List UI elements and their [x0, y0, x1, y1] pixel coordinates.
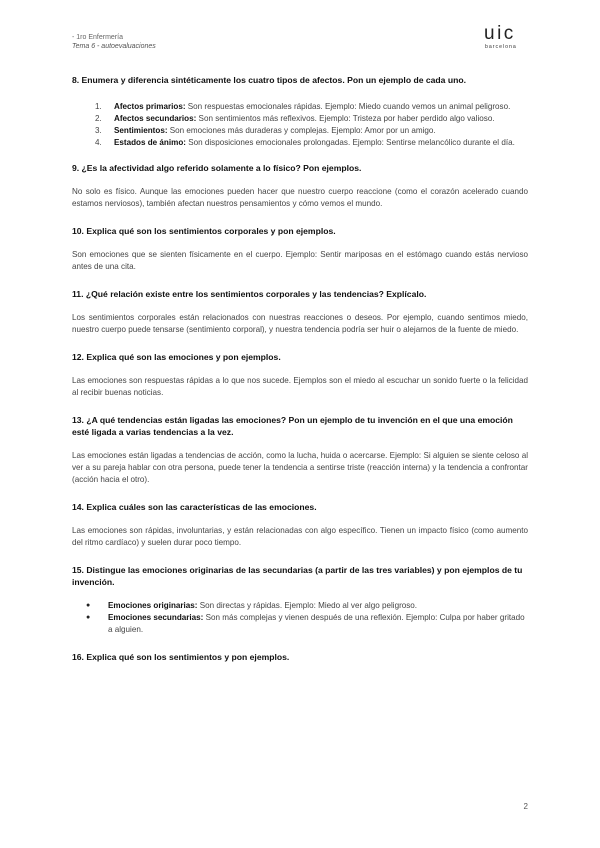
- uic-logo: [482, 22, 538, 50]
- course-label: - 1ro Enfermería: [72, 34, 123, 41]
- question-9: 9. ¿Es la afectividad algo referido solamente a lo físico? Pon ejemplos.: [72, 163, 362, 173]
- question-12: 12. Explica qué son las emociones y pon ejemplos.: [72, 352, 281, 362]
- list-item: 3. Sentimientos: Son emociones más duraderas y complejas. Ejemplo: Amor por un amigo.: [104, 125, 528, 137]
- header-subtitle: Tema 6 - autoevaluaciones: [72, 43, 156, 50]
- page-header: [72, 33, 156, 51]
- answer-12: Las emociones son respuestas rápidas a lo que nos sucede. Ejemplos son el miedo al escuchar un sonido fuerte o la felicidad al recibir buenas noticias.: [72, 376, 528, 397]
- list-item: 2. Afectos secundarios: Son sentimientos más reflexivos. Ejemplo: Tristeza por haber perdido algo valioso.: [104, 113, 528, 125]
- affect-types-list: [72, 101, 528, 149]
- page-number: 2: [523, 802, 528, 811]
- question-8: 8. Enumera y diferencia sintéticamente los cuatro tipos de afectos. Pon un ejemplo de cada uno.: [72, 75, 466, 85]
- answer-10: Son emociones que se sienten físicamente en el cuerpo. Ejemplo: Sentir mariposas en el estómago cuando estás nervioso antes de una cita.: [72, 250, 528, 271]
- question-11: 11. ¿Qué relación existe entre los sentimientos corporales y las tendencias? Explícalo.: [72, 289, 427, 299]
- question-14: 14. Explica cuáles son las características de las emociones.: [72, 502, 317, 512]
- question-16: 16. Explica qué son los sentimientos y pon ejemplos.: [72, 652, 290, 662]
- document-body: [72, 74, 528, 663]
- answer-11: Los sentimientos corporales están relacionados con nuestras reacciones o deseos. Por ejemplo, cuando sentimos miedo, nuestro cuerpo puede tensarse (sentimiento corporal), y nuestra tendencia podría ser huir o alejarnos de la fuente de miedo.: [72, 313, 528, 334]
- logo-subtext: barcelona: [485, 44, 517, 50]
- logo-text: uic: [484, 23, 516, 44]
- list-item: 1. Afectos primarios: Son respuestas emocionales rápidas. Ejemplo: Miedo cuando vemos un animal peligroso.: [104, 101, 528, 113]
- question-15: 15. Distingue las emociones originarias de las secundarias (a partir de las tres variables) y pon ejemplos de tu invención.: [72, 565, 523, 587]
- answer-14: Las emociones son rápidas, involuntarias, y están relacionadas con algo específico. Tienen un impacto físico (como aumento del ritmo cardíaco) y suelen durar poco tiempo.: [72, 526, 528, 547]
- answer-9: No solo es físico. Aunque las emociones pueden hacer que nuestro cuerpo reaccione (como el corazón acelerado cuando estamos nerviosos), también afectan nuestros pensamientos y cómo vemos el mundo.: [72, 187, 528, 208]
- emotion-types-list: [72, 600, 528, 636]
- question-13: 13. ¿A qué tendencias están ligadas las emociones? Pon un ejemplo de tu invención en el que una emoción esté ligada a varias tendencias a la vez.: [72, 415, 513, 437]
- list-item: ● Emociones originarias: Son directas y rápidas. Ejemplo: Miedo al ver algo peligroso.: [98, 600, 528, 612]
- answer-13: Las emociones están ligadas a tendencias de acción, como la lucha, huida o acercarse. Ejemplo: Si alguien se siente celoso al ver a su pareja hablar con otra persona, puede tener la tendencia a sentirse triste (reacción interna) y la tendencia a confrontar (acción hacia el otro).: [72, 451, 528, 484]
- question-10: 10. Explica qué son los sentimientos corporales y pon ejemplos.: [72, 226, 336, 236]
- list-item: ● Emociones secundarias: Son más complejas y vienen después de una reflexión. Ejemplo: Culpa por haber gritado a alguien.: [98, 612, 528, 636]
- list-item: 4. Estados de ánimo: Son disposiciones emocionales prolongadas. Ejemplo: Sentirse melancólico durante el día.: [104, 137, 528, 149]
